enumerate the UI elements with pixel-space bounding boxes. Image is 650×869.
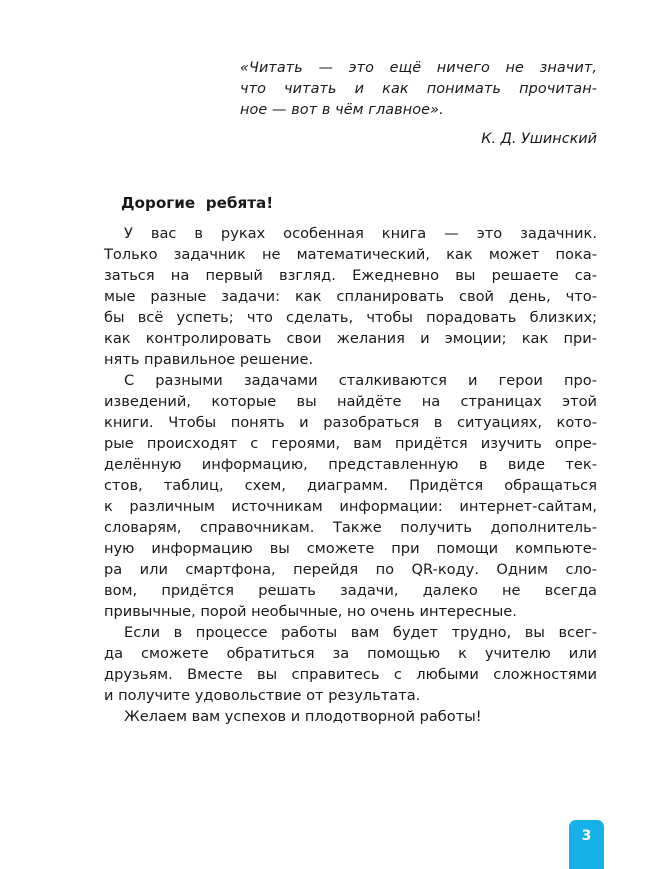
body-line: как контролировать свои желания и эмоции; как при-: [104, 330, 597, 347]
body-line: заться на первый взгляд. Ежедневно вы решаете са-: [104, 267, 597, 284]
epigraph-attribution: К. Д. Ушинский: [481, 131, 597, 147]
epigraph-quote: [240, 58, 597, 121]
body-text-block: [104, 193, 597, 727]
body-line: бы всё успеть; что сделать, чтобы порадовать близких;: [104, 309, 597, 326]
body-line: к различным источникам информации: интернет-сайтам,: [104, 498, 597, 515]
paragraph-list: [104, 223, 597, 727]
body-line: ра или смартфона, перейдя по QR-коду. Одним сло-: [104, 561, 597, 578]
epigraph-block: [240, 58, 597, 150]
epigraph-line: что читать и как понимать прочитан-: [240, 81, 597, 97]
epigraph-line: «Читать — это ещё ничего не значит,: [240, 60, 597, 76]
body-line: С разными задачами сталкиваются и герои про-: [124, 372, 597, 389]
body-line: нять правильное решение.: [104, 351, 314, 368]
body-line: изведений, которые вы найдёте на страницах этой: [104, 393, 597, 410]
body-line: Желаем вам успехов и плодотворной работы!: [124, 708, 482, 725]
body-line: Если в процессе работы вам будет трудно, вы всег-: [124, 624, 597, 641]
body-line: и получите удовольствие от результата.: [104, 687, 421, 704]
body-line: да сможете обратиться за помощью к учителю или: [104, 645, 597, 662]
body-line: привычные, порой необычные, но очень интересные.: [104, 603, 517, 620]
epigraph-line: ное — вот в чём главное».: [240, 102, 444, 118]
body-line: друзьям. Вместе вы справитесь с любыми сложностями: [104, 666, 597, 683]
body-line: рые происходят с героями, вам придётся изучить опре-: [104, 435, 597, 452]
body-line: Только задачник не математический, как может пока-: [104, 246, 597, 263]
body-paragraph: [104, 223, 597, 370]
section-heading: Дорогие ребята!: [121, 194, 274, 212]
body-line: книги. Чтобы понять и разобраться в ситуациях, кото-: [104, 414, 597, 431]
body-line: У вас в руках особенная книга — это задачник.: [124, 225, 597, 242]
body-paragraph: [104, 622, 597, 706]
body-line: ную информацию вы сможете при помощи компьюте-: [104, 540, 597, 557]
body-line: словарям, справочникам. Также получить дополнитель-: [104, 519, 597, 536]
page-number-badge: 3: [569, 820, 604, 869]
body-line: делённую информацию, представленную в виде тек-: [104, 456, 597, 473]
body-line: вом, придётся решать задачи, далеко не всегда: [104, 582, 597, 599]
body-paragraph: [104, 370, 597, 622]
body-line: стов, таблиц, схем, диаграмм. Придётся обращаться: [104, 477, 597, 494]
body-line: мые разные задачи: как спланировать свой день, что-: [104, 288, 597, 305]
body-paragraph: [104, 706, 597, 727]
